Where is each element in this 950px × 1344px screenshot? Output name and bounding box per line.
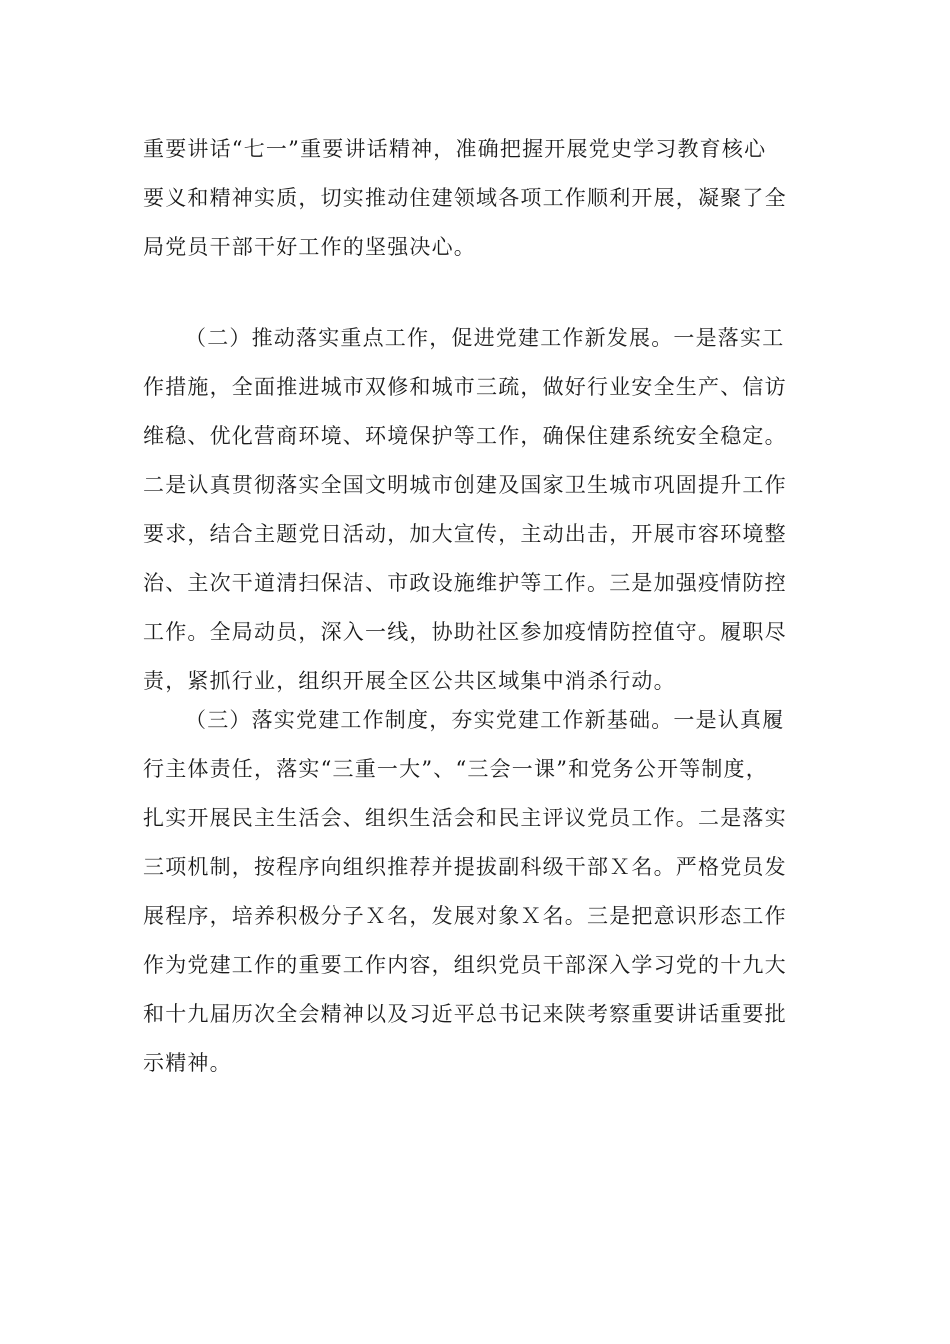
text-line: 扎实开展民主生活会、组织生活会和民主评议党员工作。二是落实 (143, 806, 787, 830)
paragraph-section-2 (143, 314, 803, 706)
text-line: 工作。全局动员，深入一线，协助社区参加疫情防控值守。履职尽 (143, 620, 787, 644)
text-line-first: （二）推动落实重点工作，促进党建工作新发展。一是落实工 (185, 326, 785, 350)
text-line: 责，紧抓行业，组织开展全区公共区域集中消杀行动。 (143, 669, 676, 693)
text-line: 局党员干部干好工作的坚强决心。 (143, 235, 476, 259)
text-line-first: （三）落实党建工作制度，夯实党建工作新基础。一是认真履 (185, 708, 785, 732)
text-line: 二是认真贯彻落实全国文明城市创建及国家卫生城市巩固提升工作 (143, 473, 787, 497)
text-line: 治、主次干道清扫保洁、市政设施维护等工作。三是加强疫情防控 (143, 571, 787, 595)
text-line: 示精神。 (143, 1051, 232, 1075)
text-line: 和十九届历次全会精神以及习近平总书记来陕考察重要讲话重要批 (143, 1002, 787, 1026)
paragraph-continuation (143, 125, 803, 272)
text-line: 行主体责任，落实“三重一大”、“三会一课”和党务公开等制度， (143, 757, 768, 781)
text-line: 要求，结合主题党日活动，加大宣传，主动出击，开展市容环境整 (143, 522, 787, 546)
text-line: 展程序，培养积极分子Ｘ名，发展对象Ｘ名。三是把意识形态工作 (143, 904, 787, 928)
text-line: 重要讲话“七一”重要讲话精神，准确把握开展党史学习教育核心 (143, 137, 767, 161)
text-line: 作为党建工作的重要工作内容，组织党员干部深入学习党的十九大 (143, 953, 787, 977)
text-line: 作措施，全面推进城市双修和城市三疏，做好行业安全生产、信访 (143, 375, 787, 399)
text-line: 要义和精神实质，切实推动住建领域各项工作顺利开展，凝聚了全 (143, 186, 787, 210)
text-line: 三项机制，按程序向组织推荐并提拔副科级干部Ｘ名。严格党员发 (143, 855, 787, 879)
paragraph-section-3 (143, 696, 803, 1088)
text-line: 维稳、优化营商环境、环境保护等工作，确保住建系统安全稳定。 (143, 424, 787, 448)
